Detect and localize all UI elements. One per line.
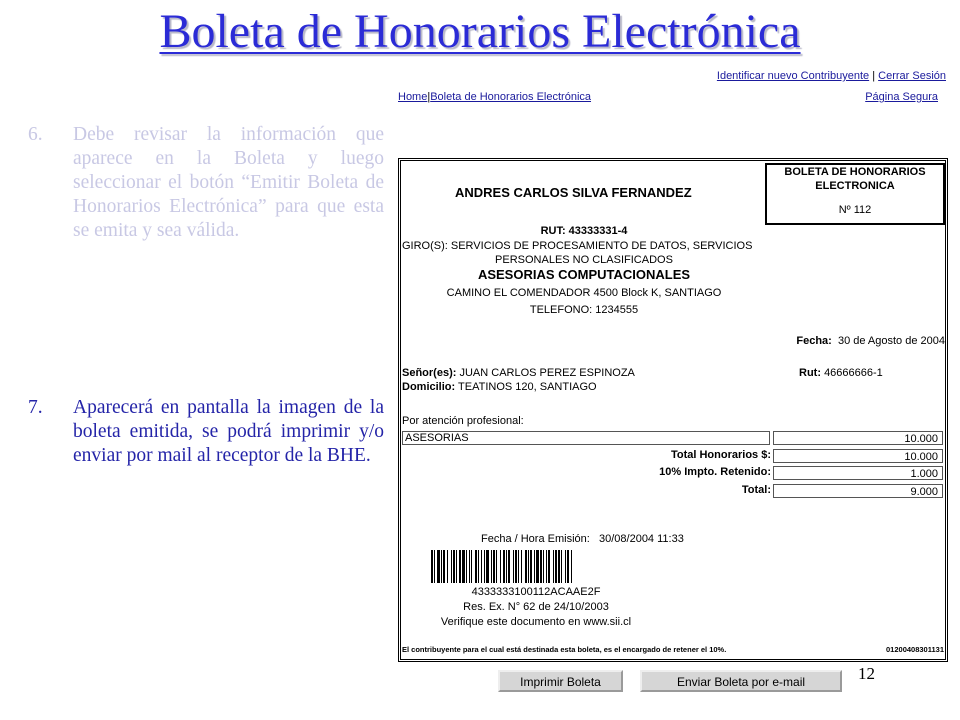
recipient-address [402, 381, 597, 393]
recipient-label: Señor(es): [402, 367, 457, 379]
breadcrumb [398, 91, 591, 103]
service-description: ASESORIAS [402, 431, 770, 445]
barcode-image [431, 550, 641, 583]
total-value: 9.000 [773, 484, 943, 498]
issuer-phone: TELEFONO: 1234555 [529, 304, 639, 316]
doc-title-line-1: BOLETA DE HONORARIOS [784, 166, 926, 178]
issuer-name: ANDRES CARLOS SILVA FERNANDEZ [455, 185, 692, 200]
secure-page-link[interactable]: Página Segura [865, 91, 938, 103]
recipient-rut-label: Rut: [799, 367, 821, 379]
emission-label: Fecha / Hora Emisión: [481, 533, 590, 545]
recipient-rut-value: 46666666-1 [824, 367, 883, 379]
giro-line-2: PERSONALES NO CLASIFICADOS [495, 254, 673, 266]
verify-text: Verifique este documento en www.sii.cl [440, 616, 632, 628]
doc-number: Nº 112 [838, 204, 872, 216]
footer-note: El contribuyente para el cual está destinada esta boleta, es el encargado de retener el 10%. [402, 645, 727, 654]
slide-title: Boleta de Honorarios Electrónica [159, 5, 801, 58]
resolution-text: Res. Ex. N° 62 de 24/10/2003 [463, 601, 609, 613]
doc-title-line-2: ELECTRONICA [815, 180, 895, 192]
step-number: 7. [28, 397, 43, 418]
retenido-value: 1.000 [773, 466, 943, 480]
step-text: Aparecerá en pantalla la imagen de la boleta emitida, se podrá imprimir y/o enviar por mail al receptor de la BHE. [73, 397, 384, 466]
link-separator: | [872, 70, 876, 82]
issuer-rut: RUT: 43333331-4 [540, 225, 628, 237]
step-number: 6. [28, 124, 43, 145]
address-value: TEATINOS 120, SANTIAGO [458, 381, 597, 393]
top-links [398, 70, 946, 104]
email-boleta-button[interactable]: Enviar Boleta por e-mail [640, 670, 842, 692]
issue-date [796, 335, 945, 347]
secure-page-wrap [865, 91, 938, 103]
total-label: Total: [741, 484, 771, 496]
recipient-value: JUAN CARLOS PEREZ ESPINOZA [459, 367, 635, 379]
service-amount: 10.000 [773, 431, 943, 445]
logout-link[interactable]: Cerrar Sesión [878, 70, 946, 82]
breadcrumb-separator: | [427, 91, 431, 103]
step-6 [28, 123, 384, 243]
service-section-label: Por atención profesional: [402, 415, 524, 427]
step-text: Debe revisar la información que aparece en la Boleta y luego seleccionar el botón “Emitir Boleta de Honorarios Electrónica” para que esta se emita y sea válida. [73, 124, 384, 241]
total-honorarios-value: 10.000 [773, 449, 943, 463]
date-label: Fecha: [796, 335, 832, 347]
barcode-text: 4333333100112ACAAE2F [471, 586, 601, 598]
giro-line-1: GIRO(S): SERVICIOS DE PROCESAMIENTO DE DATOS, SERVICIOS [402, 240, 753, 252]
footer-code: 01200408301131 [886, 645, 944, 654]
issuer-address: CAMINO EL COMENDADOR 4500 Block K, SANTIAGO [446, 287, 722, 299]
breadcrumb-boleta-link[interactable]: Boleta de Honorarios Electrónica [430, 91, 592, 103]
emission-datetime [481, 533, 684, 545]
identify-taxpayer-link[interactable]: Identificar nuevo Contribuyente [716, 70, 870, 82]
print-boleta-button[interactable]: Imprimir Boleta [498, 670, 623, 692]
boleta-document [398, 158, 948, 662]
address-label: Domicilio: [402, 381, 456, 393]
step-7 [28, 396, 384, 468]
document-type-box [765, 163, 945, 225]
recipient-name [402, 367, 635, 379]
account-links [717, 70, 946, 82]
date-value: 30 de Agosto de 2004 [837, 335, 945, 347]
total-honorarios-label: Total Honorarios $: [670, 449, 771, 461]
page-number: 12 [858, 664, 875, 683]
recipient-rut [799, 367, 883, 379]
retenido-label: 10% Impto. Retenido: [659, 466, 771, 478]
home-link[interactable]: Home [398, 91, 428, 103]
emission-value: 30/08/2004 11:33 [599, 533, 684, 545]
business-name: ASESORIAS COMPUTACIONALES [477, 267, 691, 282]
